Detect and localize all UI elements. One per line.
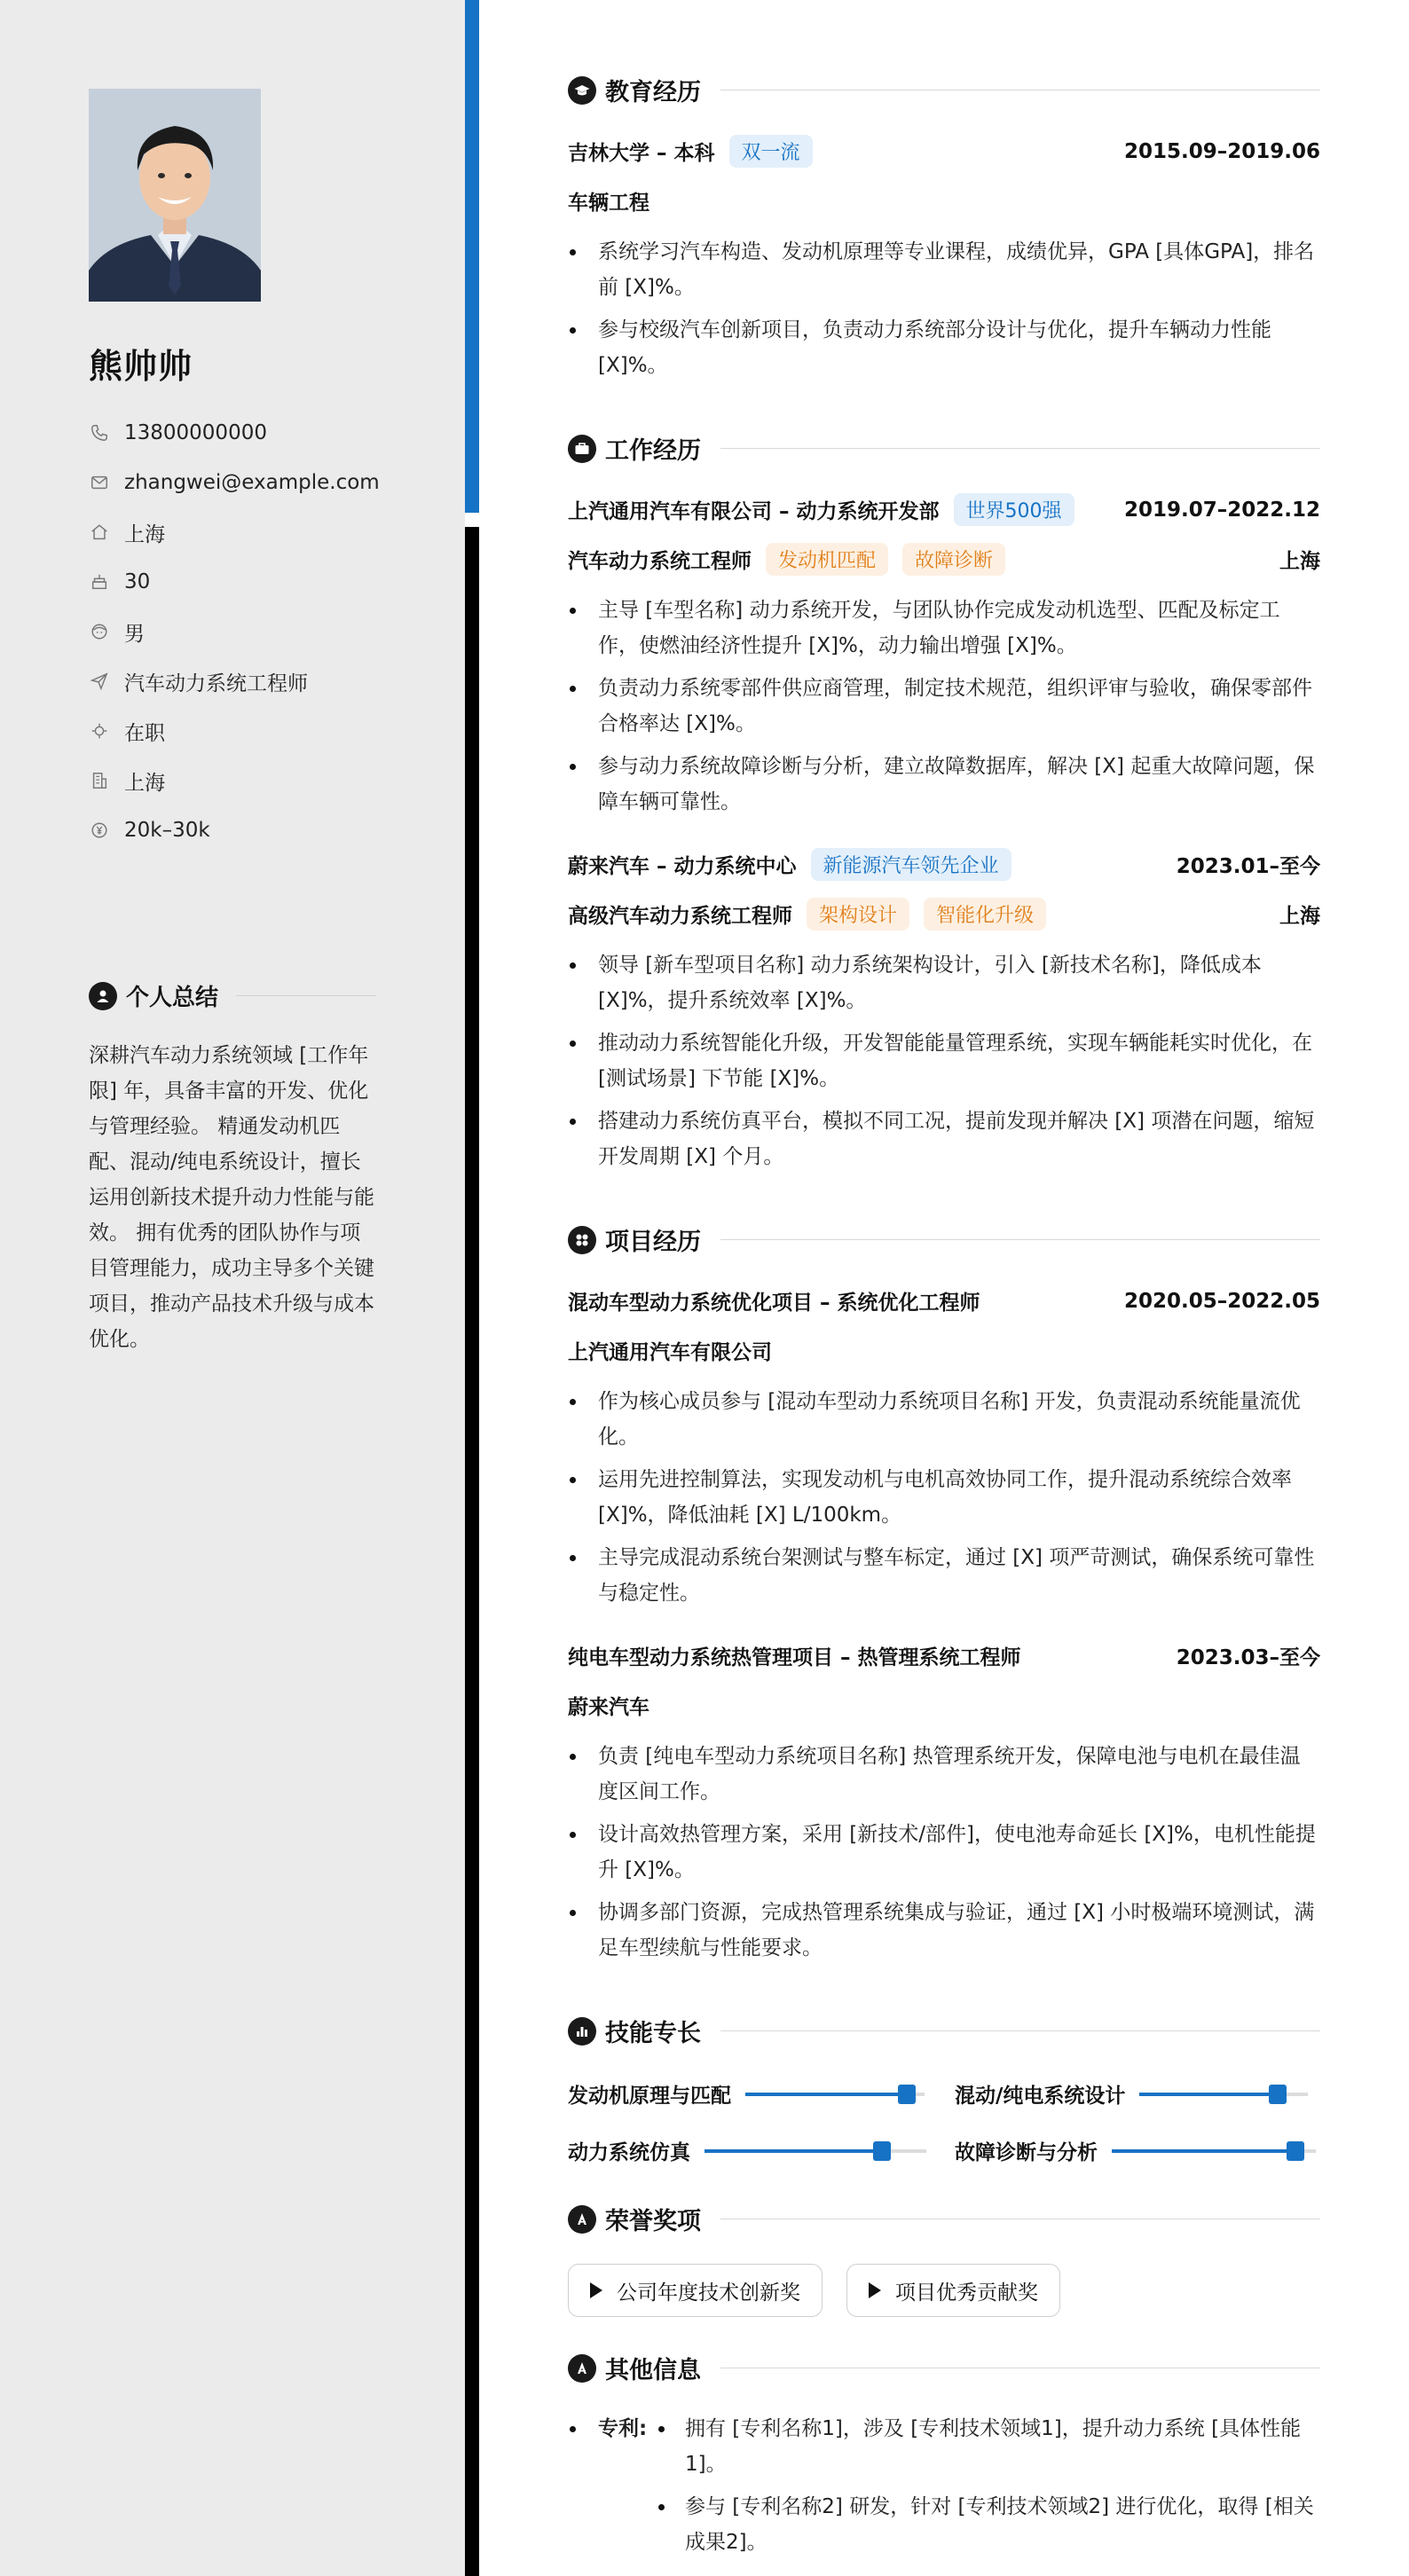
work-header (568, 431, 1320, 466)
project-1-date: 2020.05–2022.05 (1123, 1289, 1320, 1313)
job-2-company-row (568, 848, 1320, 881)
skill-bar (1112, 2149, 1316, 2153)
job-1-bullets (568, 593, 1320, 827)
cake-icon (89, 571, 110, 593)
job-2-tag: 架构设计 (807, 898, 909, 931)
project-1-row (568, 1286, 1320, 1315)
summary-title: 个人总结 (126, 985, 219, 1011)
accent-bar (465, 0, 479, 513)
salary-text: 20k–30k (124, 819, 210, 842)
list-item: 设计高效热管理方案，采用 [新技术/部件]，使电池寿命延长 [X]%，电机性能提升 [X]%。 (568, 1817, 1320, 1888)
skill-knob (1269, 2085, 1287, 2104)
school-name: 吉林大学 – 本科 (568, 142, 715, 165)
job-1-company-row (568, 493, 1320, 526)
project-2-org: 蔚来汽车 (568, 1696, 649, 1719)
job-1-role: 汽车动力系统工程师 (568, 550, 752, 573)
skill-name: 动力系统仿真 (568, 2141, 690, 2164)
home-icon (89, 522, 110, 543)
list-item: 系统学习汽车构造、发动机原理等专业课程，成绩优异，GPA [具体GPA]，排名前 [X]%。 (568, 234, 1320, 305)
list-item: 运用先进控制算法，实现发动机与电机高效协同工作，提升混动系统综合效率 [X]%，降低油耗 [X] L/100km。 (568, 1462, 1320, 1533)
skill-item (955, 2079, 1308, 2109)
info-city (89, 756, 380, 805)
list-item: 负责动力系统零部件供应商管理，制定技术规范，组织评审与验收，确保零部件合格率达 [X]%。 (568, 671, 1320, 742)
avatar (89, 89, 261, 302)
salary-icon (89, 820, 110, 841)
project-2-row (568, 1641, 1320, 1670)
email-text: zhangwei@example.com (124, 471, 380, 494)
skill-knob (873, 2141, 891, 2161)
building-icon (89, 770, 110, 791)
skills-divider (720, 2030, 1320, 2031)
list-item: 作为核心成员参与 [混动车型动力系统项目名称] 开发，负责混动系统能量流优化。 (568, 1384, 1320, 1455)
status-text: 在职 (124, 721, 165, 745)
job-2-company: 蔚来汽车 – 动力系统中心 (568, 855, 797, 878)
education-date: 2015.09–2019.06 (1123, 139, 1320, 163)
summary-text: 深耕汽车动力系统领域 [工作年限] 年，具备丰富的开发、优化与管理经验。 精通发动机匹配、混动/纯电系统设计，擅长运用创新技术提升动力性能与能效。 拥有优秀的团队协作与项目管理能力，成功主导多个关键项目，推动产品技术升级与成本优化。 (89, 1044, 374, 1351)
list-item: 主导 [车型名称] 动力系统开发，与团队协作完成发动机选型、匹配及标定工作，使燃油经济性提升 [X]%，动力输出增强 [X]%。 (568, 593, 1320, 664)
skills-title: 技能专长 (605, 2020, 701, 2047)
info-location (89, 507, 380, 557)
send-icon (89, 671, 110, 692)
major: 车辆工程 (568, 192, 649, 215)
grid-icon (568, 1226, 596, 1254)
user-icon (89, 982, 117, 1010)
education-school-row (568, 135, 1320, 168)
project-2-org-row (568, 1691, 1320, 1720)
award-icon (568, 2205, 596, 2234)
job-1-tag: 发动机匹配 (766, 543, 888, 576)
list-item: 拥有 [专利名称1]，涉及 [专利技术领域1]，提升动力系统 [具体性能1]。 (655, 2411, 1320, 2482)
job-2-bullets (568, 947, 1320, 1182)
info-status (89, 706, 380, 756)
phone-icon (89, 422, 110, 444)
info-age (89, 557, 380, 607)
job-2-date: 2023.01–至今 (1176, 855, 1320, 878)
project-2-bullets (568, 1739, 1320, 1973)
graduation-cap-icon (568, 76, 596, 105)
education-header (568, 73, 1320, 107)
project-1-org: 上汽通用汽车有限公司 (568, 1341, 772, 1364)
job-2-role: 高级汽车动力系统工程师 (568, 905, 792, 928)
badge-icon (568, 2354, 596, 2383)
honor-label: 项目优秀贡献奖 (895, 2281, 1038, 2305)
skills-header (568, 2014, 1320, 2048)
project-2-name: 纯电车型动力系统热管理项目 – 热管理系统工程师 (568, 1646, 1021, 1669)
age-text: 30 (124, 570, 151, 593)
project-1-bullets (568, 1384, 1320, 1618)
work-title: 工作经历 (605, 437, 701, 465)
summary-divider (236, 995, 376, 996)
mail-icon (89, 472, 110, 493)
job-1-company: 上汽通用汽车有限公司 – 动力系统开发部 (568, 500, 940, 523)
info-salary (89, 805, 380, 855)
job-2-city: 上海 (1279, 905, 1320, 928)
list-item: 负责 [纯电车型动力系统项目名称] 热管理系统开发，保障电池与电机在最佳温度区间工作。 (568, 1739, 1320, 1810)
divider-bar (465, 527, 479, 2576)
skill-bar (704, 2149, 926, 2153)
education-title: 教育经历 (605, 79, 701, 106)
project-2-date: 2023.03–至今 (1176, 1646, 1320, 1669)
project-1-org-row (568, 1336, 1320, 1365)
project-1-name: 混动车型动力系统优化项目 – 系统优化工程师 (568, 1292, 980, 1315)
honor-item (568, 2264, 823, 2317)
summary-header (89, 979, 376, 1012)
other-header (568, 2351, 1320, 2385)
info-position (89, 656, 380, 706)
list-item: 参与校级汽车创新项目，负责动力系统部分设计与优化，提升车辆动力性能 [X]%。 (568, 312, 1320, 383)
skill-fill (1112, 2149, 1295, 2153)
bar-chart-icon (568, 2017, 596, 2046)
play-icon (869, 2282, 881, 2298)
info-email (89, 458, 380, 507)
contact-info (89, 408, 380, 855)
other-content (568, 2411, 1320, 2567)
city-text: 上海 (124, 771, 165, 795)
list-item: 主导完成混动系统台架测试与整车标定，通过 [X] 项严苛测试，确保系统可靠性与稳定性。 (568, 1540, 1320, 1611)
skill-bar (745, 2093, 925, 2096)
skill-name: 发动机原理与匹配 (568, 2085, 731, 2108)
patent-entry (568, 2411, 1320, 2560)
gender-icon (89, 621, 110, 642)
list-item: 领导 [新车型项目名称] 动力系统架构设计，引入 [新技术名称]，降低成本 [X]%，提升系统效率 [X]%。 (568, 947, 1320, 1018)
info-gender (89, 607, 380, 656)
patent-label: 专利: (598, 2417, 648, 2440)
list-item: 参与动力系统故障诊断与分析，建立故障数据库，解决 [X] 起重大故障问题，保障车辆可靠性。 (568, 749, 1320, 820)
position-text: 汽车动力系统工程师 (124, 671, 308, 695)
job-1-city: 上海 (1279, 550, 1320, 573)
honor-label: 公司年度技术创新奖 (617, 2281, 800, 2305)
job-2-role-row (568, 898, 1320, 931)
list-item: 参与 [专利名称2] 研发，针对 [专利技术领域2] 进行优化，取得 [相关成果2]。 (655, 2489, 1320, 2560)
skill-knob (898, 2085, 916, 2104)
skill-name: 故障诊断与分析 (955, 2141, 1098, 2164)
skill-fill (704, 2149, 882, 2153)
skill-knob (1287, 2141, 1304, 2161)
job-1-role-row (568, 543, 1320, 576)
job-2-tag: 智能化升级 (924, 898, 1046, 931)
list-item: 推动动力系统智能化升级，开发智能能量管理系统，实现车辆能耗实时优化，在 [测试场景] 下节能 [X]%。 (568, 1025, 1320, 1096)
honors-header (568, 2202, 1320, 2236)
skill-fill (1139, 2093, 1278, 2096)
list-item: 搭建动力系统仿真平台，模拟不同工况，提前发现并解决 [X] 项潜在问题，缩短开发周期 [X] 个月。 (568, 1103, 1320, 1174)
education-bullets (568, 234, 1320, 390)
briefcase-icon (568, 435, 596, 463)
location-text: 上海 (124, 522, 165, 546)
list-item: 协调多部门资源，完成热管理系统集成与验证，通过 [X] 小时极端环境测试，满足车型续航与性能要求。 (568, 1895, 1320, 1966)
job-1-tag: 故障诊断 (902, 543, 1005, 576)
avatar-photo (89, 89, 261, 302)
skill-item (568, 2136, 926, 2165)
work-divider (720, 448, 1320, 449)
school-tag: 双一流 (729, 135, 813, 168)
projects-title: 项目经历 (605, 1229, 701, 1256)
skill-bar (1139, 2093, 1308, 2096)
other-title: 其他信息 (605, 2357, 701, 2384)
play-icon (590, 2282, 602, 2298)
education-major-row (568, 186, 1320, 216)
gender-text: 男 (124, 622, 145, 646)
job-2-company-tag: 新能源汽车领先企业 (811, 848, 1011, 881)
patent-list (655, 2411, 1320, 2560)
projects-header (568, 1222, 1320, 1257)
skill-item (568, 2079, 925, 2109)
honors-title: 荣誉奖项 (605, 2208, 701, 2235)
job-1-company-tag: 世界500强 (954, 493, 1074, 526)
candidate-name: 熊帅帅 (89, 347, 193, 386)
skill-item (955, 2136, 1316, 2165)
honor-item (846, 2264, 1060, 2317)
skill-fill (745, 2093, 907, 2096)
phone-text: 13800000000 (124, 421, 267, 444)
skill-name: 混动/纯电系统设计 (955, 2085, 1126, 2108)
projects-divider (720, 1239, 1320, 1240)
status-icon (89, 720, 110, 742)
job-1-date: 2019.07–2022.12 (1123, 498, 1320, 522)
info-phone (89, 408, 380, 458)
